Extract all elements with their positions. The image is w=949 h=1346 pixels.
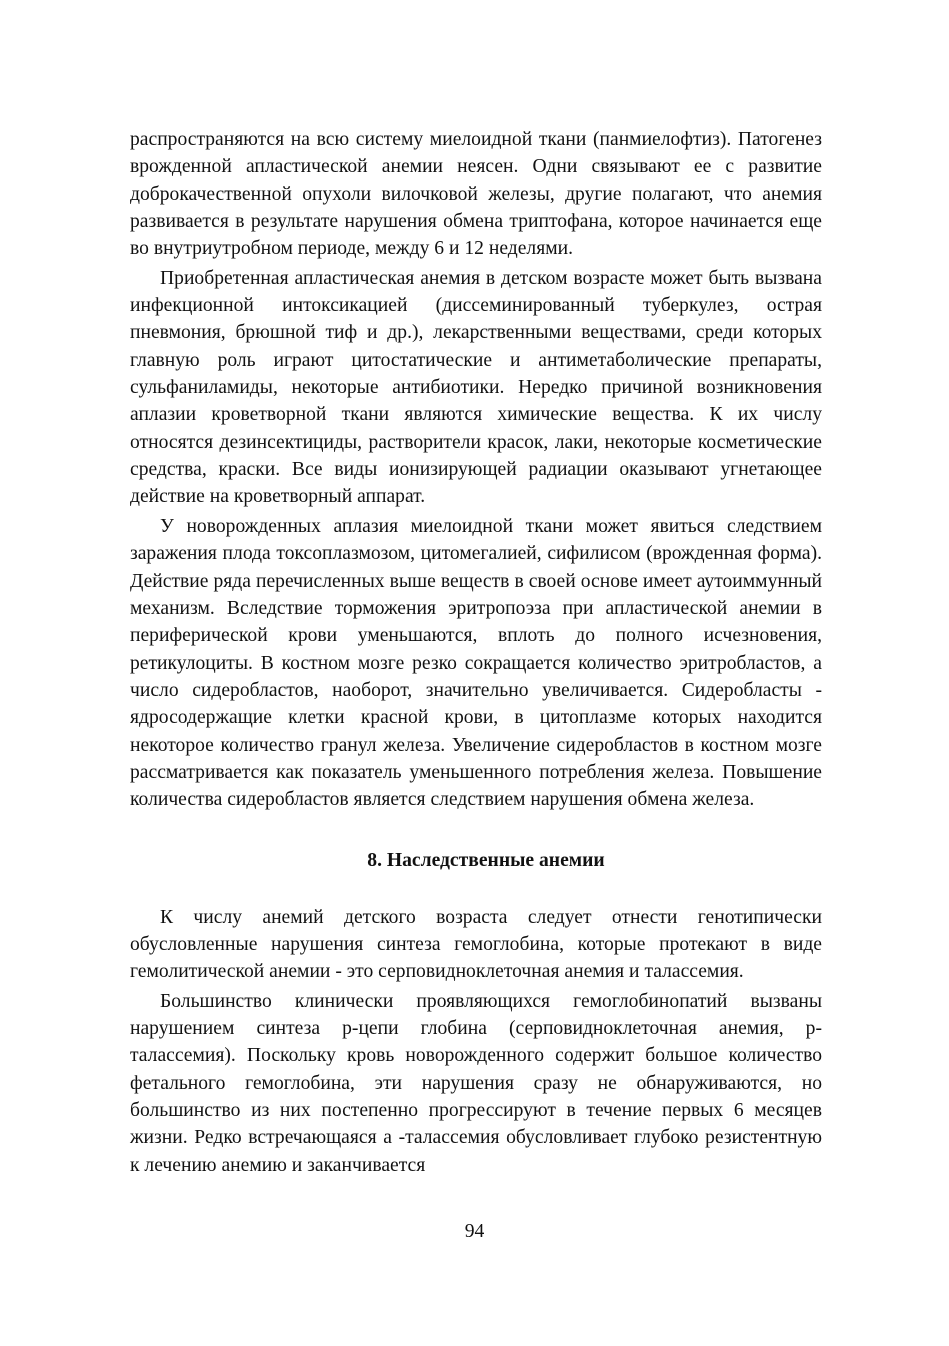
paragraph-hereditary-intro: К числу анемий детского возраста следует отнести генотипически обусловленные нарушения синтеза гемоглобина, которые протекают в виде гемолитической анемии - это серповидноклеточная анемия и талассемия. [130, 906, 822, 983]
paragraph-aplastic-acquired: Приобретенная апластическая анемия в детском возрасте может быть вызвана инфекционной интоксикацией (диссеминированный туберкулез, острая пневмония, брюшной тиф и др.), лекарственными веществами, среди которых главную роль играют цитостатические и антиметаболические препараты, сульфаниламиды, некоторые антибиотики. Нередко причиной возникновения аплазии кроветворной ткани являются химические вещества. К их числу относятся дезинсектициды, растворители красок, лаки, некоторые косметические средства, краски. Все виды ионизирующей радиации оказывают угнетающее действие на кроветворный аппарат. [130, 267, 822, 508]
page-number: 94 [464, 1221, 485, 1242]
paragraph-aplastic-newborn: У новорожденных аплазия миелоидной ткани может явиться следствием заражения плода токсоплазмозом, цитомегалией, сифилисом (врожденная форма). Действие ряда перечисленных выше веществ в своей основе имеет аутоиммунный механизм. Вследствие торможения эритропоэза при апластической анемии в периферической крови уменьшаются, вплоть до полного исчезновения, ретикулоциты. В костном мозге резко сокращается количество эритробластов, а число сидеробластов, наоборот, значительно увеличивается. Сидеробласты - ядросодержащие клетки красной крови, в цитоплазме которых находится некоторое количество гранул железа. Увеличение сидеробластов в костном мозге рассматривается как показатель уменьшенного потребления железа. Повышение количества сидеробластов является следствием нарушения обмена железа. [130, 515, 822, 811]
page-body [130, 126, 822, 1179]
section-heading: 8. Наследственные анемии [367, 849, 605, 871]
paragraph-aplastic-congenital: распространяются на всю систему миелоидной ткани (панмиелофтиз). Патогенез врожденной апластической анемии неясен. Одни связывают ее с развитие доброкачественной опухоли вилочковой железы, другие полагают, что анемия развивается в результате нарушения обмена триптофана, которое начинается еще во внутриутробном периоде, между 6 и 12 неделями. [130, 129, 822, 260]
paragraph-hemoglobinopathies: Большинство клинически проявляющихся гемоглобинопатий вызваны нарушением синтеза р-цепи глобина (серповидноклеточная анемия, р-талассемия). Поскольку кровь новорожденного содержит большое количество фетального гемоглобина, эти нарушения сразу не обнаруживаются, но большинство из них постепенно прогрессируют в течение первых 6 месяцев жизни. Редко встречающаяся а -талассемия обусловливает глубоко резистентную к лечению анемию и заканчивается [130, 990, 822, 1176]
